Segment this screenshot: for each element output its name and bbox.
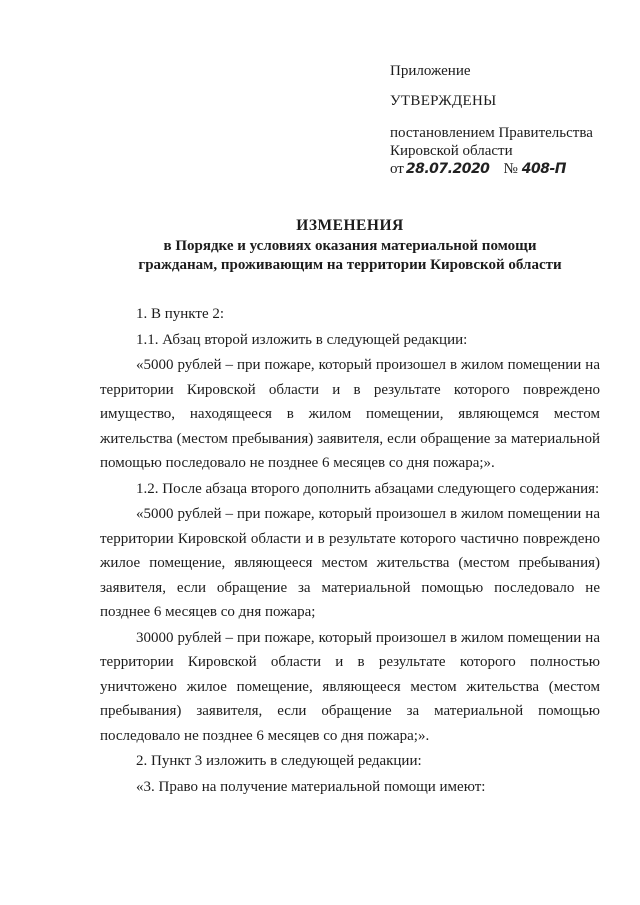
paragraph-7: 2. Пункт 3 изложить в следующей редакции: [136,753,422,769]
paragraph-1: 1. В пункте 2: [136,306,225,322]
approval-line-2: Кировской области [390,143,513,159]
annex-label: Приложение [390,63,471,79]
approval-line-1: постановлением Правительства [390,125,593,141]
paragraph-4: 1.2. После абзаца второго дополнить абзацами следующего содержания: [136,480,600,497]
heading-title: ИЗМЕНЕНИЯ [296,217,404,234]
paragraph-3: «5000 рублей – при пожаре, который произошел в жилом помещении на территории Кировской области и в результате которого повреждено имущество, находящееся в жилом помещении, являющемся местом жительства (местом пребывания) заявителя, если обращение за материальной помощью последовало не позднее 6 месяцев со дня пожара;». [100,357,600,471]
handwritten-date: 28.07.2020 [405,161,490,177]
document-body [100,302,600,799]
approval-date-number [390,160,630,178]
approved-label: УТВЕРЖДЕНЫ [390,93,497,109]
date-prefix: от [390,161,404,177]
paragraph-2: 1.1. Абзац второй изложить в следующей редакции: [136,331,468,348]
handwritten-number: 408-П [521,161,567,177]
approval-block [390,62,630,178]
paragraph-6: 30000 рублей – при пожаре, который произошел в жилом помещении на территории Кировской области и в результате которого полностью уничтожено жилое помещение, являющееся местом жительства (местом пребывания) заявителя, если обращение за материальной помощью последовало не позднее 6 месяцев со дня пожара;». [100,629,600,744]
paragraph-5: «5000 рублей – при пожаре, который произошел в жилом помещении на территории Кировской области и в результате которого частично повреждено жилое помещение, являющееся местом жительства (местом пребывания) заявителя, если обращение за материальной помощью последовало не позднее 6 месяцев со дня пожара; [100,506,600,620]
heading-subtitle-line-2: гражданам, проживающим на территории Кировской области [138,257,562,273]
paragraph-8: «3. Право на получение материальной помощи имеют: [136,778,486,795]
heading-subtitle-line-1: в Порядке и условиях оказания материальной помощи [163,238,537,254]
number-label: № [503,161,518,177]
document-heading [100,216,600,275]
